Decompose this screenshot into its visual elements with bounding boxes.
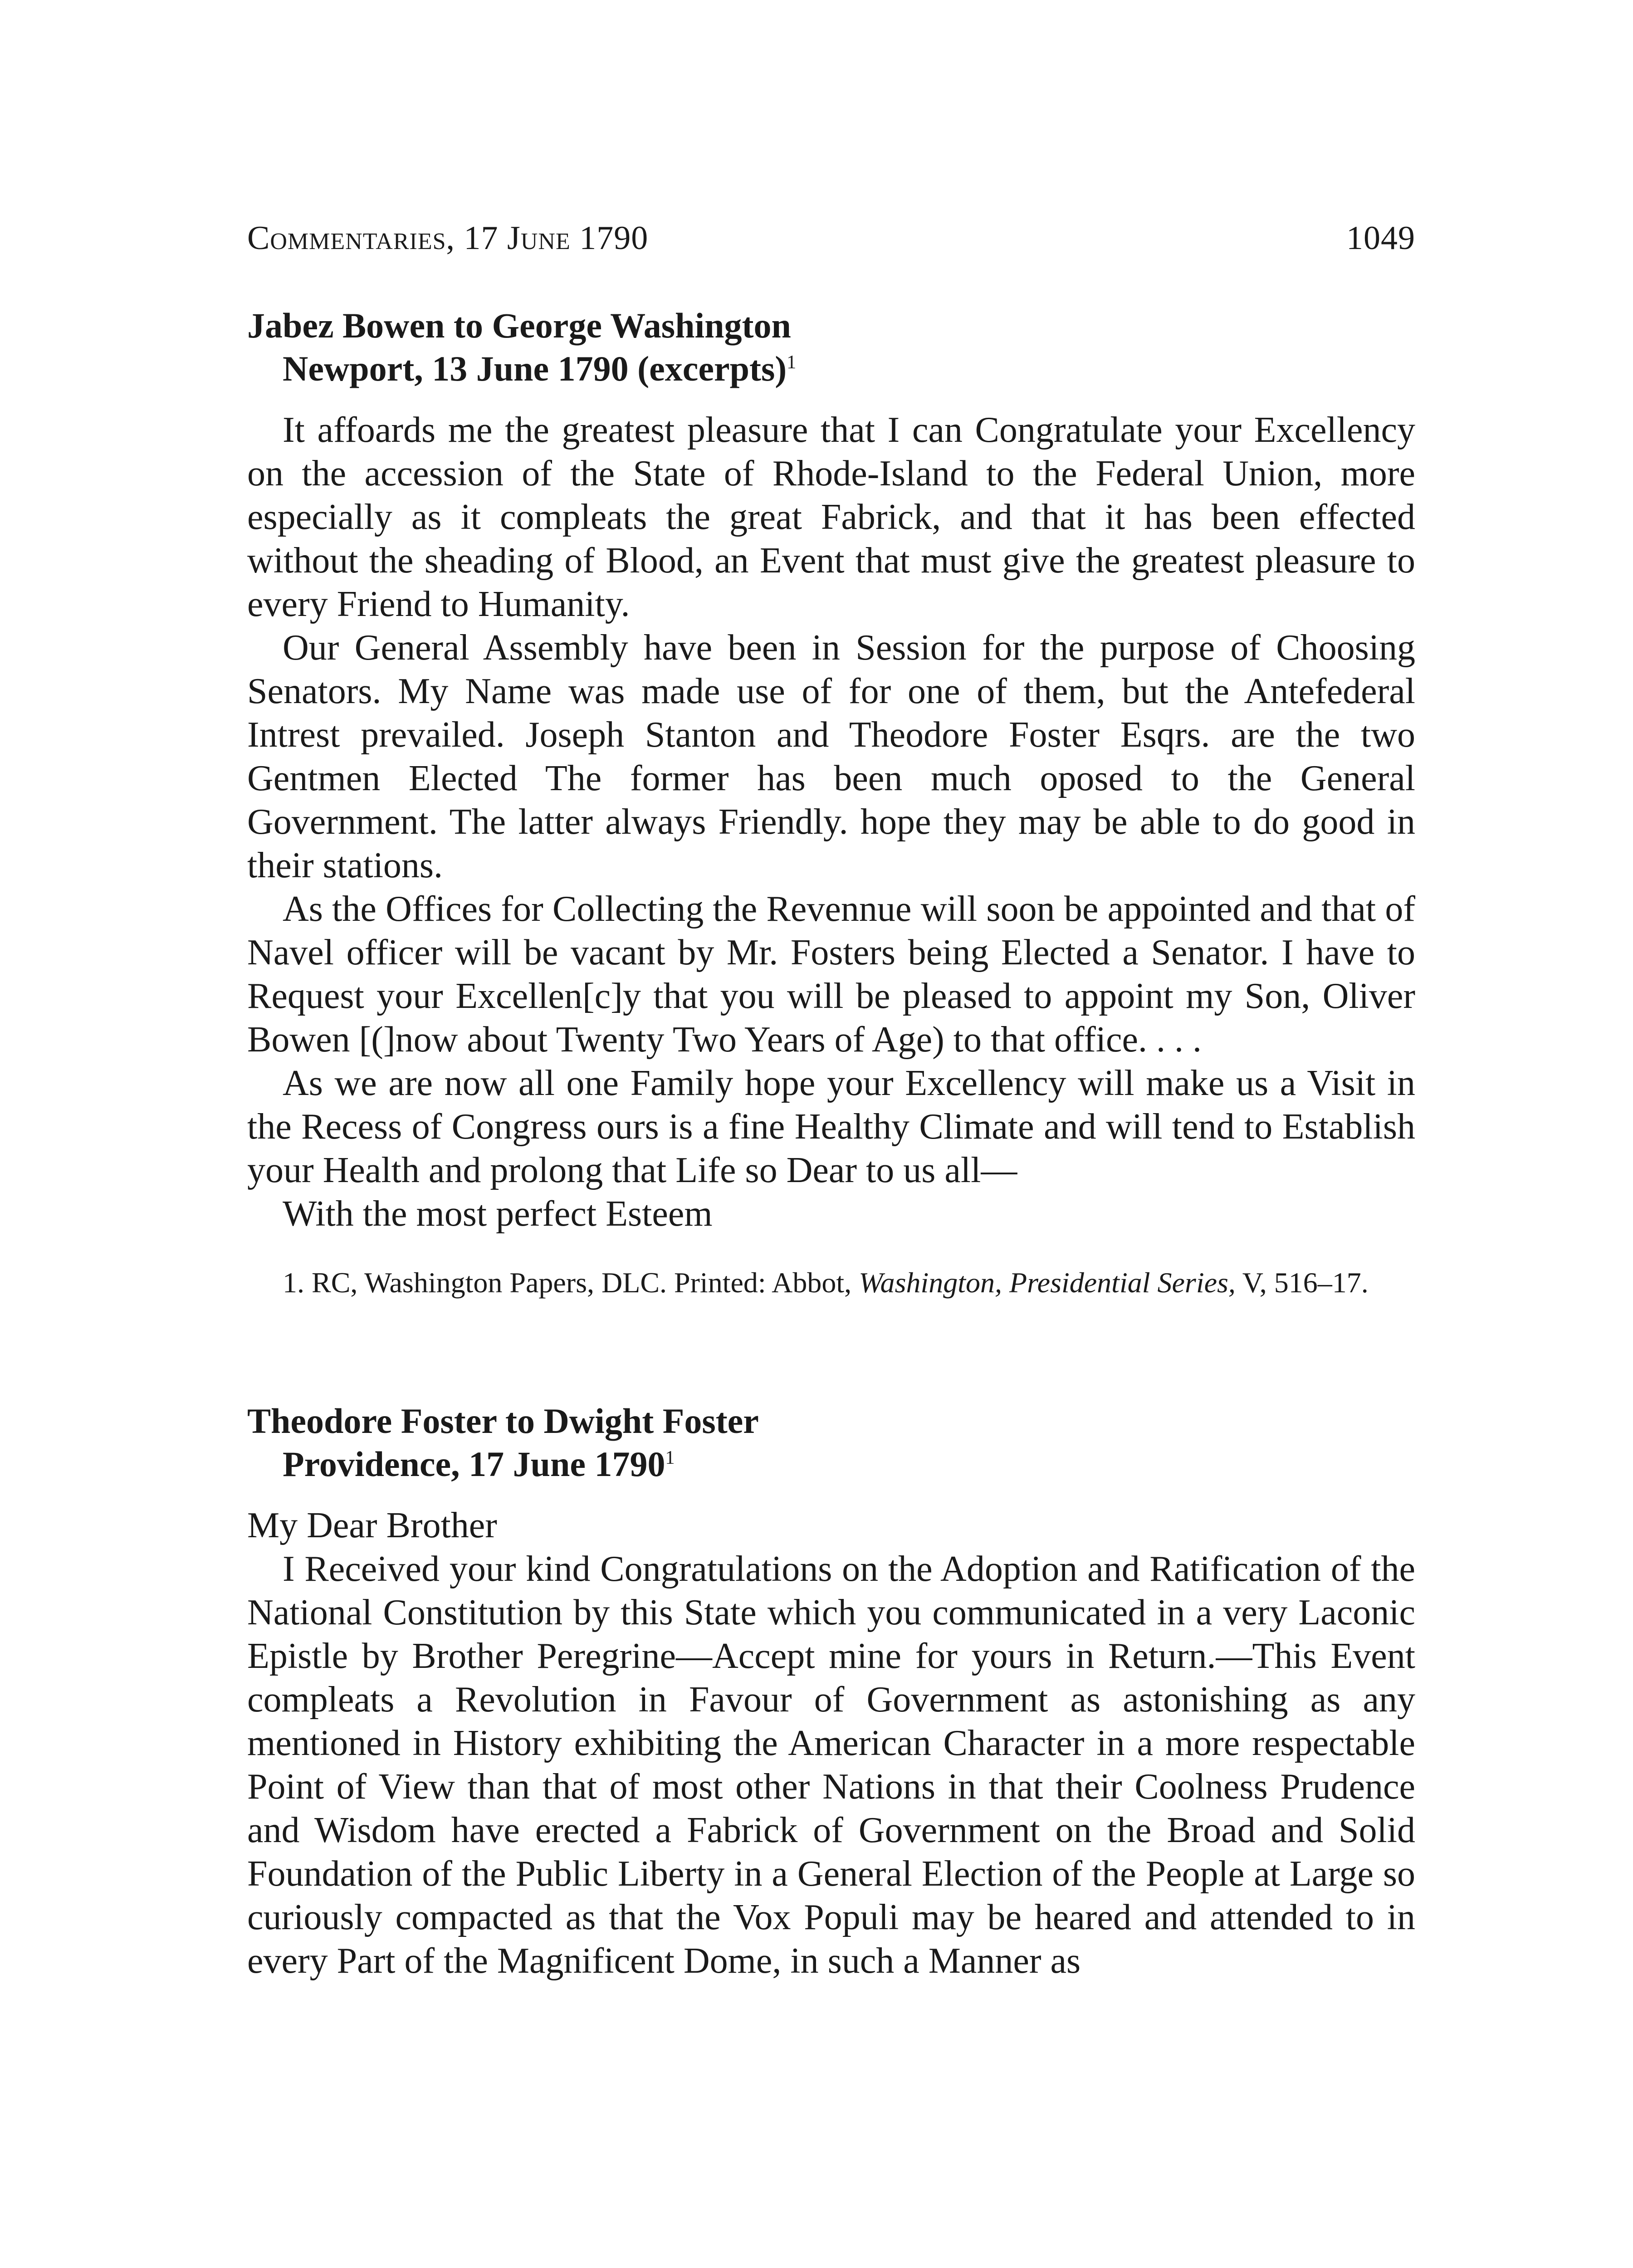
doc2-heading-line2-text: Providence, 17 June 1790 [283, 1444, 665, 1484]
footnote-number: 1. [283, 1266, 304, 1299]
doc1-footnote [247, 1264, 1415, 1302]
doc1-heading [247, 304, 1415, 390]
doc1-heading-line1: Jabez Bowen to George Washington [247, 306, 791, 345]
footnote-italic-title: Washington, Presidential Series, [859, 1266, 1236, 1299]
page-number: 1049 [1346, 220, 1415, 257]
doc2-note-mark: 1 [665, 1447, 675, 1468]
footnote-text-after: V, 516–17. [1242, 1266, 1369, 1299]
doc2-heading-line2 [247, 1442, 1415, 1486]
doc2-paragraph-1: I Received your kind Congratulations on the Adoption and Ratification of the National Constitution by this State which you communicated in a very Laconic Epistle by Brother Peregrine—Accept mine for yours in Return.—This Event compleats a Revolution in Favour of Government as astonishing as any mentioned in History exhibiting the American Character in a more respectable Point of View than that of most other Nations in that their Coolness Prudence and Wisdom have erected a Fabrick of Government on the Broad and Solid Foundation of the Public Liberty in a General Election of the People at Large so curiously compacted as that the Vox Populi may be heared and attended to in every Part of the Magnificent Dome, in such a Manner as [247, 1549, 1415, 1981]
document-page [247, 218, 1415, 1983]
doc1-note-mark: 1 [787, 352, 797, 373]
doc2-body [247, 1504, 1415, 1983]
footnote-text-before: RC, Washington Papers, DLC. Printed: Abbot, [312, 1266, 852, 1299]
running-head-title: Commentaries, 17 June 1790 [247, 220, 649, 257]
doc1-paragraph-1: It affoards me the greatest pleasure that I can Congratulate your Excellency on the accession of the State of Rhode-Island to the Federal Union, more especially as it compleats the great Fabrick, and that it has been effected without the sheading of Blood, an Event that must give the greatest pleasure to every Friend to Humanity. [247, 410, 1415, 624]
doc1-paragraph-3: As the Offices for Collecting the Revennue will soon be appointed and that of Navel officer will be vacant by Mr. Fosters being Elected a Senator. I have to Request your Excellen[c]y that you will be pleased to appoint my Son, Oliver Bowen [(]now about Twenty Two Years of Age) to that office. . . . [247, 889, 1415, 1060]
doc2-heading [247, 1399, 1415, 1486]
doc1-heading-line2-text: Newport, 13 June 1790 (excerpts) [283, 349, 787, 388]
doc2-heading-line1: Theodore Foster to Dwight Foster [247, 1401, 759, 1441]
doc2-salutation: My Dear Brother [247, 1505, 497, 1545]
doc1-body [247, 408, 1415, 1236]
doc1-paragraph-2: Our General Assembly have been in Session for the purpose of Choosing Senators. My Name was made use of for one of them, but the Antefederal Intrest prevailed. Joseph Stanton and Theodore Foster Esqrs. are the two Gentmen Elected The former has been much oposed to the General Government. The latter always Friendly. hope they may be able to do good in their stations. [247, 628, 1415, 885]
running-head [247, 218, 1415, 259]
section-gap [247, 1302, 1415, 1399]
doc1-closing: With the most perfect Esteem [283, 1194, 713, 1234]
doc1-paragraph-4: As we are now all one Family hope your Excellency will make us a Visit in the Recess of Congress ours is a fine Healthy Climate and will tend to Establish your Health and prolong that Life so Dear to us all— [247, 1063, 1415, 1190]
doc1-heading-line2 [247, 347, 1415, 390]
